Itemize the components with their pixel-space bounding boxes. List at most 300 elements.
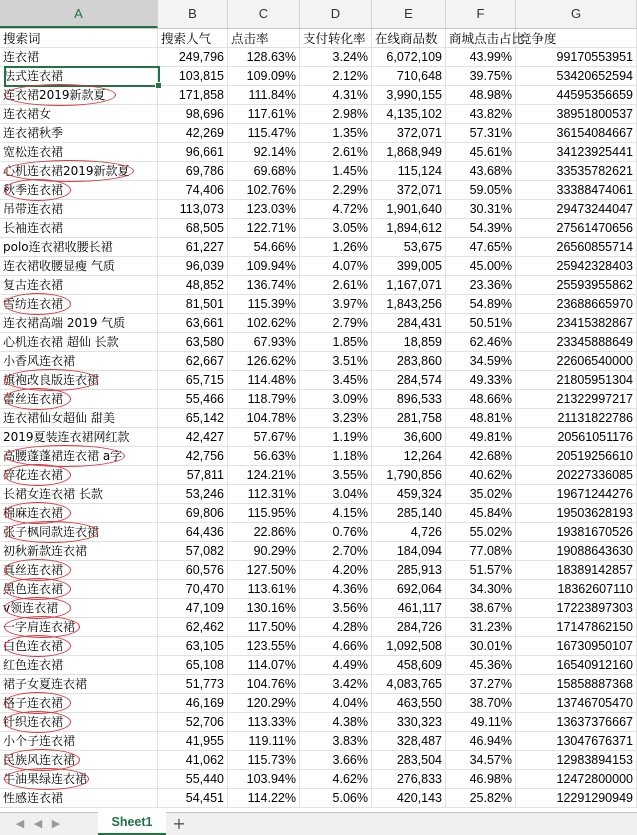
mall-cell[interactable]: 49.81% — [446, 428, 516, 447]
mall-cell[interactable]: 40.62% — [446, 466, 516, 485]
ctr-cell[interactable]: 136.74% — [228, 276, 300, 295]
mall-cell[interactable]: 45.84% — [446, 504, 516, 523]
mall-cell[interactable]: 23.36% — [446, 276, 516, 295]
pop-cell[interactable]: 65,715 — [158, 371, 228, 390]
mall-cell[interactable]: 47.65% — [446, 238, 516, 257]
pop-cell[interactable]: 61,227 — [158, 238, 228, 257]
mall-cell[interactable]: 37.27% — [446, 675, 516, 694]
header-cell[interactable]: 点击率 — [228, 29, 300, 48]
ctr-cell[interactable]: 126.62% — [228, 352, 300, 371]
column-header-c[interactable]: C — [228, 0, 300, 28]
pop-cell[interactable]: 68,505 — [158, 219, 228, 238]
comp-cell[interactable]: 36154084667 — [516, 124, 637, 143]
comp-cell[interactable]: 20561051176 — [516, 428, 637, 447]
pop-cell[interactable]: 81,501 — [158, 295, 228, 314]
items-cell[interactable]: 4,135,102 — [372, 105, 446, 124]
pop-cell[interactable]: 103,815 — [158, 67, 228, 86]
mall-cell[interactable]: 43.99% — [446, 48, 516, 67]
mall-cell[interactable]: 59.05% — [446, 181, 516, 200]
mall-cell[interactable]: 48.98% — [446, 86, 516, 105]
cvr-cell[interactable]: 4.38% — [300, 713, 372, 732]
column-header-g[interactable]: G — [516, 0, 637, 28]
ctr-cell[interactable]: 113.61% — [228, 580, 300, 599]
ctr-cell[interactable]: 113.33% — [228, 713, 300, 732]
pop-cell[interactable]: 52,706 — [158, 713, 228, 732]
column-header-f[interactable]: F — [446, 0, 516, 28]
column-header-a[interactable]: A — [0, 0, 158, 28]
cvr-cell[interactable]: 1.26% — [300, 238, 372, 257]
column-header-b[interactable]: B — [158, 0, 228, 28]
ctr-cell[interactable]: 109.09% — [228, 67, 300, 86]
search-term-cell[interactable]: 长袖连衣裙 — [0, 219, 158, 238]
pop-cell[interactable]: 249,796 — [158, 48, 228, 67]
cvr-cell[interactable]: 4.49% — [300, 656, 372, 675]
comp-cell[interactable]: 13047676371 — [516, 732, 637, 751]
comp-cell[interactable]: 17147862150 — [516, 618, 637, 637]
comp-cell[interactable]: 38951800537 — [516, 105, 637, 124]
items-cell[interactable]: 285,140 — [372, 504, 446, 523]
header-cell[interactable]: 支付转化率 — [300, 29, 372, 48]
header-cell[interactable]: 搜索人气 — [158, 29, 228, 48]
items-cell[interactable]: 1,790,856 — [372, 466, 446, 485]
search-term-cell[interactable]: 小香风连衣裙 — [0, 352, 158, 371]
pop-cell[interactable]: 98,696 — [158, 105, 228, 124]
pop-cell[interactable]: 57,811 — [158, 466, 228, 485]
cvr-cell[interactable]: 4.31% — [300, 86, 372, 105]
cvr-cell[interactable]: 3.09% — [300, 390, 372, 409]
search-term-cell[interactable]: 红色连衣裙 — [0, 656, 158, 675]
mall-cell[interactable]: 31.23% — [446, 618, 516, 637]
header-cell[interactable]: 竞争度 — [516, 29, 637, 48]
ctr-cell[interactable]: 114.22% — [228, 789, 300, 808]
search-term-cell[interactable]: 连衣裙高端 2019 气质 — [0, 314, 158, 333]
items-cell[interactable]: 285,913 — [372, 561, 446, 580]
ctr-cell[interactable]: 115.47% — [228, 124, 300, 143]
sheet-tab-sheet1[interactable]: Sheet1 — [98, 812, 166, 835]
comp-cell[interactable]: 19671244276 — [516, 485, 637, 504]
items-cell[interactable]: 184,094 — [372, 542, 446, 561]
pop-cell[interactable]: 55,440 — [158, 770, 228, 789]
mall-cell[interactable]: 30.31% — [446, 200, 516, 219]
comp-cell[interactable]: 19088643630 — [516, 542, 637, 561]
comp-cell[interactable]: 17223897303 — [516, 599, 637, 618]
mall-cell[interactable]: 62.46% — [446, 333, 516, 352]
cvr-cell[interactable]: 2.98% — [300, 105, 372, 124]
pop-cell[interactable]: 62,462 — [158, 618, 228, 637]
pop-cell[interactable]: 62,667 — [158, 352, 228, 371]
search-term-cell[interactable]: 高腰蓬蓬裙连衣裙 a字 — [0, 447, 158, 466]
header-cell[interactable]: 在线商品数 — [372, 29, 446, 48]
search-term-cell[interactable]: 裙子女夏连衣裙 — [0, 675, 158, 694]
mall-cell[interactable]: 39.75% — [446, 67, 516, 86]
search-term-cell[interactable]: 碎花连衣裙 — [0, 466, 158, 485]
cvr-cell[interactable]: 2.79% — [300, 314, 372, 333]
mall-cell[interactable]: 46.98% — [446, 770, 516, 789]
column-header-e[interactable]: E — [372, 0, 446, 28]
mall-cell[interactable]: 45.00% — [446, 257, 516, 276]
items-cell[interactable]: 281,758 — [372, 409, 446, 428]
mall-cell[interactable]: 43.82% — [446, 105, 516, 124]
ctr-cell[interactable]: 115.39% — [228, 295, 300, 314]
pop-cell[interactable]: 47,109 — [158, 599, 228, 618]
ctr-cell[interactable]: 115.73% — [228, 751, 300, 770]
pop-cell[interactable]: 55,466 — [158, 390, 228, 409]
items-cell[interactable]: 276,833 — [372, 770, 446, 789]
search-term-cell[interactable]: 复古连衣裙 — [0, 276, 158, 295]
search-term-cell[interactable]: 真丝连衣裙 — [0, 561, 158, 580]
items-cell[interactable]: 1,901,640 — [372, 200, 446, 219]
search-term-cell[interactable]: 白色连衣裙 — [0, 637, 158, 656]
ctr-cell[interactable]: 54.66% — [228, 238, 300, 257]
mall-cell[interactable]: 48.81% — [446, 409, 516, 428]
items-cell[interactable]: 420,143 — [372, 789, 446, 808]
comp-cell[interactable]: 12291290949 — [516, 789, 637, 808]
cvr-cell[interactable]: 3.04% — [300, 485, 372, 504]
ctr-cell[interactable]: 128.63% — [228, 48, 300, 67]
pop-cell[interactable]: 74,406 — [158, 181, 228, 200]
pop-cell[interactable]: 41,062 — [158, 751, 228, 770]
search-term-cell[interactable]: 旗袍改良版连衣裙 — [0, 371, 158, 390]
scroll-prev-sheet-icon[interactable]: ◀ — [33, 817, 43, 830]
items-cell[interactable]: 284,431 — [372, 314, 446, 333]
mall-cell[interactable]: 46.94% — [446, 732, 516, 751]
items-cell[interactable]: 399,005 — [372, 257, 446, 276]
mall-cell[interactable]: 48.66% — [446, 390, 516, 409]
pop-cell[interactable]: 96,661 — [158, 143, 228, 162]
ctr-cell[interactable]: 122.71% — [228, 219, 300, 238]
search-term-cell[interactable]: 连衣裙仙女超仙 甜美 — [0, 409, 158, 428]
cvr-cell[interactable]: 3.42% — [300, 675, 372, 694]
ctr-cell[interactable]: 103.94% — [228, 770, 300, 789]
mall-cell[interactable]: 57.31% — [446, 124, 516, 143]
ctr-cell[interactable]: 124.21% — [228, 466, 300, 485]
pop-cell[interactable]: 54,451 — [158, 789, 228, 808]
mall-cell[interactable]: 25.82% — [446, 789, 516, 808]
mall-cell[interactable]: 30.01% — [446, 637, 516, 656]
comp-cell[interactable]: 27561470656 — [516, 219, 637, 238]
pop-cell[interactable]: 70,470 — [158, 580, 228, 599]
pop-cell[interactable]: 42,269 — [158, 124, 228, 143]
search-term-cell[interactable]: 长裙女连衣裙 长款 — [0, 485, 158, 504]
comp-cell[interactable]: 33388474061 — [516, 181, 637, 200]
items-cell[interactable]: 458,609 — [372, 656, 446, 675]
items-cell[interactable]: 6,072,109 — [372, 48, 446, 67]
items-cell[interactable]: 330,323 — [372, 713, 446, 732]
comp-cell[interactable]: 34123925441 — [516, 143, 637, 162]
search-term-cell[interactable]: 连衣裙收腰显瘦 气质 — [0, 257, 158, 276]
cvr-cell[interactable]: 1.35% — [300, 124, 372, 143]
ctr-cell[interactable]: 114.48% — [228, 371, 300, 390]
ctr-cell[interactable]: 127.50% — [228, 561, 300, 580]
search-term-cell[interactable]: 棉麻连衣裙 — [0, 504, 158, 523]
items-cell[interactable]: 1,843,256 — [372, 295, 446, 314]
ctr-cell[interactable]: 130.16% — [228, 599, 300, 618]
pop-cell[interactable]: 64,436 — [158, 523, 228, 542]
add-sheet-button[interactable]: + — [172, 814, 186, 833]
pop-cell[interactable]: 51,773 — [158, 675, 228, 694]
mall-cell[interactable]: 51.57% — [446, 561, 516, 580]
cvr-cell[interactable]: 2.29% — [300, 181, 372, 200]
items-cell[interactable]: 36,600 — [372, 428, 446, 447]
mall-cell[interactable]: 42.68% — [446, 447, 516, 466]
pop-cell[interactable]: 42,427 — [158, 428, 228, 447]
cvr-cell[interactable]: 4.62% — [300, 770, 372, 789]
pop-cell[interactable]: 48,852 — [158, 276, 228, 295]
pop-cell[interactable]: 53,246 — [158, 485, 228, 504]
ctr-cell[interactable]: 111.84% — [228, 86, 300, 105]
pop-cell[interactable]: 41,955 — [158, 732, 228, 751]
ctr-cell[interactable]: 120.29% — [228, 694, 300, 713]
cvr-cell[interactable]: 2.12% — [300, 67, 372, 86]
items-cell[interactable]: 18,859 — [372, 333, 446, 352]
comp-cell[interactable]: 21322997217 — [516, 390, 637, 409]
items-cell[interactable]: 3,990,155 — [372, 86, 446, 105]
comp-cell[interactable]: 23688665970 — [516, 295, 637, 314]
search-term-cell[interactable]: 宽松连衣裙 — [0, 143, 158, 162]
mall-cell[interactable]: 38.67% — [446, 599, 516, 618]
items-cell[interactable]: 115,124 — [372, 162, 446, 181]
pop-cell[interactable]: 171,858 — [158, 86, 228, 105]
comp-cell[interactable]: 26560855714 — [516, 238, 637, 257]
comp-cell[interactable]: 21131822786 — [516, 409, 637, 428]
items-cell[interactable]: 1,167,071 — [372, 276, 446, 295]
search-term-cell[interactable]: v领连衣裙 — [0, 599, 158, 618]
mall-cell[interactable]: 38.70% — [446, 694, 516, 713]
search-term-cell[interactable]: 连衣裙 — [0, 48, 158, 67]
cvr-cell[interactable]: 4.28% — [300, 618, 372, 637]
ctr-cell[interactable]: 112.31% — [228, 485, 300, 504]
items-cell[interactable]: 372,071 — [372, 181, 446, 200]
comp-cell[interactable]: 22606540000 — [516, 352, 637, 371]
search-term-cell[interactable]: 张子枫同款连衣裙 — [0, 523, 158, 542]
items-cell[interactable]: 1,868,949 — [372, 143, 446, 162]
cvr-cell[interactable]: 0.76% — [300, 523, 372, 542]
items-cell[interactable]: 283,504 — [372, 751, 446, 770]
ctr-cell[interactable]: 115.95% — [228, 504, 300, 523]
cvr-cell[interactable]: 4.04% — [300, 694, 372, 713]
cvr-cell[interactable]: 3.23% — [300, 409, 372, 428]
ctr-cell[interactable]: 57.67% — [228, 428, 300, 447]
items-cell[interactable]: 53,675 — [372, 238, 446, 257]
items-cell[interactable]: 372,071 — [372, 124, 446, 143]
header-cell[interactable]: 搜索词 — [0, 29, 158, 48]
ctr-cell[interactable]: 69.68% — [228, 162, 300, 181]
search-term-cell[interactable]: 格子连衣裙 — [0, 694, 158, 713]
comp-cell[interactable]: 20519256610 — [516, 447, 637, 466]
items-cell[interactable]: 4,726 — [372, 523, 446, 542]
pop-cell[interactable]: 69,786 — [158, 162, 228, 181]
comp-cell[interactable]: 13746705470 — [516, 694, 637, 713]
search-term-cell[interactable]: 小个子连衣裙 — [0, 732, 158, 751]
cvr-cell[interactable]: 5.06% — [300, 789, 372, 808]
cvr-cell[interactable]: 3.66% — [300, 751, 372, 770]
column-header-d[interactable]: D — [300, 0, 372, 28]
cvr-cell[interactable]: 4.72% — [300, 200, 372, 219]
cvr-cell[interactable]: 3.55% — [300, 466, 372, 485]
mall-cell[interactable]: 77.08% — [446, 542, 516, 561]
mall-cell[interactable]: 34.57% — [446, 751, 516, 770]
pop-cell[interactable]: 57,082 — [158, 542, 228, 561]
comp-cell[interactable]: 12983894153 — [516, 751, 637, 770]
ctr-cell[interactable]: 123.03% — [228, 200, 300, 219]
comp-cell[interactable]: 33535782621 — [516, 162, 637, 181]
search-term-cell[interactable]: 2019夏装连衣裙网红款 — [0, 428, 158, 447]
mall-cell[interactable]: 45.36% — [446, 656, 516, 675]
comp-cell[interactable]: 18362607110 — [516, 580, 637, 599]
search-term-cell[interactable]: 雪纺连衣裙 — [0, 295, 158, 314]
items-cell[interactable]: 896,533 — [372, 390, 446, 409]
cvr-cell[interactable]: 3.05% — [300, 219, 372, 238]
ctr-cell[interactable]: 114.07% — [228, 656, 300, 675]
ctr-cell[interactable]: 109.94% — [228, 257, 300, 276]
comp-cell[interactable]: 99170553951 — [516, 48, 637, 67]
pop-cell[interactable]: 63,105 — [158, 637, 228, 656]
table-row — [0, 504, 637, 523]
comp-cell[interactable]: 18389142857 — [516, 561, 637, 580]
mall-cell[interactable]: 55.02% — [446, 523, 516, 542]
pop-cell[interactable]: 63,580 — [158, 333, 228, 352]
ctr-cell[interactable]: 104.76% — [228, 675, 300, 694]
items-cell[interactable]: 284,574 — [372, 371, 446, 390]
cvr-cell[interactable]: 4.20% — [300, 561, 372, 580]
pop-cell[interactable]: 69,806 — [158, 504, 228, 523]
cvr-cell[interactable]: 3.97% — [300, 295, 372, 314]
search-term-cell[interactable]: 一字肩连衣裙 — [0, 618, 158, 637]
cvr-cell[interactable]: 4.07% — [300, 257, 372, 276]
ctr-cell[interactable]: 90.29% — [228, 542, 300, 561]
search-term-cell[interactable]: 蕾丝连衣裙 — [0, 390, 158, 409]
cvr-cell[interactable]: 2.61% — [300, 143, 372, 162]
items-cell[interactable]: 692,064 — [372, 580, 446, 599]
comp-cell[interactable]: 13637376667 — [516, 713, 637, 732]
comp-cell[interactable]: 53420652594 — [516, 67, 637, 86]
pop-cell[interactable]: 65,142 — [158, 409, 228, 428]
mall-cell[interactable]: 49.11% — [446, 713, 516, 732]
comp-cell[interactable]: 21805951304 — [516, 371, 637, 390]
pop-cell[interactable]: 65,108 — [158, 656, 228, 675]
items-cell[interactable]: 12,264 — [372, 447, 446, 466]
mall-cell[interactable]: 43.68% — [446, 162, 516, 181]
search-term-cell[interactable]: 吊带连衣裙 — [0, 200, 158, 219]
ctr-cell[interactable]: 102.76% — [228, 181, 300, 200]
comp-cell[interactable]: 12472800000 — [516, 770, 637, 789]
cvr-cell[interactable]: 3.24% — [300, 48, 372, 67]
mall-cell[interactable]: 50.51% — [446, 314, 516, 333]
cvr-cell[interactable]: 4.15% — [300, 504, 372, 523]
comp-cell[interactable]: 19503628193 — [516, 504, 637, 523]
ctr-cell[interactable]: 102.62% — [228, 314, 300, 333]
ctr-cell[interactable]: 67.93% — [228, 333, 300, 352]
search-term-cell[interactable]: 心机连衣裙 超仙 长款 — [0, 333, 158, 352]
items-cell[interactable]: 1,092,508 — [372, 637, 446, 656]
mall-cell[interactable]: 34.30% — [446, 580, 516, 599]
mall-cell[interactable]: 34.59% — [446, 352, 516, 371]
ctr-cell[interactable]: 123.55% — [228, 637, 300, 656]
mall-cell[interactable]: 54.39% — [446, 219, 516, 238]
mall-cell[interactable]: 49.33% — [446, 371, 516, 390]
comp-cell[interactable]: 25593955862 — [516, 276, 637, 295]
items-cell[interactable]: 284,726 — [372, 618, 446, 637]
search-term-cell[interactable]: 民族风连衣裙 — [0, 751, 158, 770]
items-cell[interactable]: 710,648 — [372, 67, 446, 86]
mall-cell[interactable]: 54.89% — [446, 295, 516, 314]
search-term-cell[interactable]: 连衣裙女 — [0, 105, 158, 124]
comp-cell[interactable]: 23345888649 — [516, 333, 637, 352]
search-term-cell[interactable]: 初秋新款连衣裙 — [0, 542, 158, 561]
search-term-cell[interactable]: 性感连衣裙 — [0, 789, 158, 808]
mall-cell[interactable]: 35.02% — [446, 485, 516, 504]
items-cell[interactable]: 1,894,612 — [372, 219, 446, 238]
ctr-cell[interactable]: 117.50% — [228, 618, 300, 637]
comp-cell[interactable]: 44595356659 — [516, 86, 637, 105]
ctr-cell[interactable]: 92.14% — [228, 143, 300, 162]
comp-cell[interactable]: 23415382867 — [516, 314, 637, 333]
items-cell[interactable]: 459,324 — [372, 485, 446, 504]
comp-cell[interactable]: 16540912160 — [516, 656, 637, 675]
scroll-first-sheet-icon[interactable]: ◀ — [15, 817, 25, 830]
search-term-cell[interactable]: 法式连衣裙 — [0, 67, 158, 86]
comp-cell[interactable]: 16730950107 — [516, 637, 637, 656]
comp-cell[interactable]: 20227336085 — [516, 466, 637, 485]
cvr-cell[interactable]: 3.83% — [300, 732, 372, 751]
ctr-cell[interactable]: 117.61% — [228, 105, 300, 124]
cvr-cell[interactable]: 4.66% — [300, 637, 372, 656]
pop-cell[interactable]: 113,073 — [158, 200, 228, 219]
mall-cell[interactable]: 45.61% — [446, 143, 516, 162]
items-cell[interactable]: 461,117 — [372, 599, 446, 618]
search-term-cell[interactable]: 针织连衣裙 — [0, 713, 158, 732]
ctr-cell[interactable]: 104.78% — [228, 409, 300, 428]
ctr-cell[interactable]: 119.11% — [228, 732, 300, 751]
cvr-cell[interactable]: 1.85% — [300, 333, 372, 352]
comp-cell[interactable]: 19381670526 — [516, 523, 637, 542]
pop-cell[interactable]: 60,576 — [158, 561, 228, 580]
cvr-cell[interactable]: 3.45% — [300, 371, 372, 390]
search-term-cell[interactable]: 心机连衣裙2019新款夏 — [0, 162, 158, 181]
pop-cell[interactable]: 42,756 — [158, 447, 228, 466]
cvr-cell[interactable]: 1.18% — [300, 447, 372, 466]
ctr-cell[interactable]: 22.86% — [228, 523, 300, 542]
items-cell[interactable]: 463,550 — [372, 694, 446, 713]
comp-cell[interactable]: 15858887368 — [516, 675, 637, 694]
pop-cell[interactable]: 46,169 — [158, 694, 228, 713]
search-term-cell[interactable]: 连衣裙秋季 — [0, 124, 158, 143]
items-cell[interactable]: 283,860 — [372, 352, 446, 371]
cvr-cell[interactable]: 1.19% — [300, 428, 372, 447]
items-cell[interactable]: 4,083,765 — [372, 675, 446, 694]
comp-cell[interactable]: 25942328403 — [516, 257, 637, 276]
cvr-cell[interactable]: 2.61% — [300, 276, 372, 295]
cvr-cell[interactable]: 4.36% — [300, 580, 372, 599]
search-term-cell[interactable]: 秋季连衣裙 — [0, 181, 158, 200]
search-term-cell[interactable]: 牛油果绿连衣裙 — [0, 770, 158, 789]
items-cell[interactable]: 328,487 — [372, 732, 446, 751]
search-term-cell[interactable]: 黑色连衣裙 — [0, 580, 158, 599]
comp-cell[interactable]: 29473244047 — [516, 200, 637, 219]
pop-cell[interactable]: 63,661 — [158, 314, 228, 333]
ctr-cell[interactable]: 56.63% — [228, 447, 300, 466]
ctr-cell[interactable]: 118.79% — [228, 390, 300, 409]
search-term-cell[interactable]: 连衣裙2019新款夏 — [0, 86, 158, 105]
pop-cell[interactable]: 96,039 — [158, 257, 228, 276]
cvr-cell[interactable]: 1.45% — [300, 162, 372, 181]
header-cell[interactable]: 商城点击占比 — [446, 29, 516, 48]
scroll-next-sheet-icon[interactable]: ▶ — [51, 817, 61, 830]
cvr-cell[interactable]: 3.56% — [300, 599, 372, 618]
cvr-cell[interactable]: 2.70% — [300, 542, 372, 561]
search-term-cell[interactable]: polo连衣裙收腰长裙 — [0, 238, 158, 257]
cvr-cell[interactable]: 3.51% — [300, 352, 372, 371]
